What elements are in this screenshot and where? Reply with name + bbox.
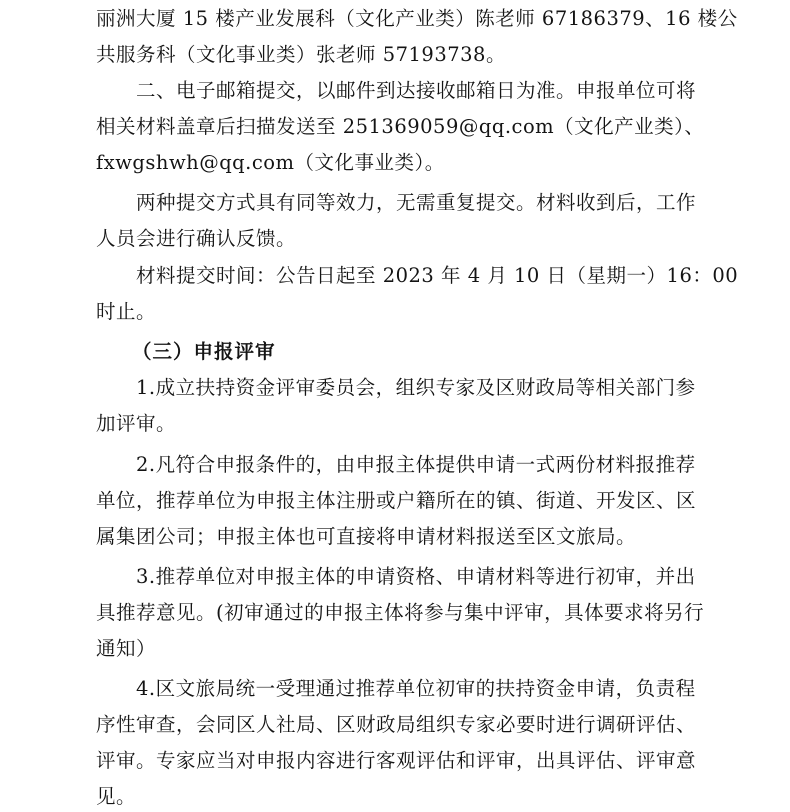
text-line: 属集团公司；申报主体也可直接将申请材料报送至区文旅局。 — [96, 525, 637, 548]
section-heading: （三）申报评审 — [132, 340, 276, 363]
text-line: 3.推荐单位对申报主体的申请资格、申请材料等进行初审，并出 — [136, 565, 696, 588]
text-line: 人员会进行确认反馈。 — [96, 227, 297, 250]
text-line: 见。 — [96, 785, 137, 808]
text-line: 加评审。 — [96, 412, 177, 435]
text-line: fxwgshwh@qq.com（文化事业类）。 — [96, 151, 445, 174]
text-line: 二、电子邮箱提交，以邮件到达接收邮箱日为准。申报单位可将 — [136, 79, 697, 102]
text-line: 4.区文旅局统一受理通过推荐单位初审的扶持资金申请，负责程 — [136, 677, 696, 700]
text-line: 相关材料盖章后扫描发送至 251369059@qq.com（文化产业类）、 — [96, 115, 705, 138]
text-line: 单位，推荐单位为申报主体注册或户籍所在的镇、街道、开发区、区 — [96, 489, 697, 512]
text-line: 1.成立扶持资金评审委员会，组织专家及区财政局等相关部门参 — [136, 376, 696, 399]
text-line: 丽洲大厦 15 楼产业发展科（文化产业类）陈老师 67186379、16 楼公 — [96, 7, 738, 30]
text-line: 共服务科（文化事业类）张老师 57193738。 — [96, 43, 506, 66]
text-line: 材料提交时间：公告日起至 2023 年 4 月 10 日（星期一）16：00 — [136, 264, 739, 287]
text-line: 两种提交方式具有同等效力，无需重复提交。材料收到后，工作 — [136, 191, 697, 214]
text-line: 序性审查，会同区人社局、区财政局组织专家必要时进行调研评估、 — [96, 713, 697, 736]
text-line: 具推荐意见。(初审通过的申报主体将参与集中评审，具体要求将另行 — [96, 601, 705, 624]
text-line: 评审。专家应当对申报内容进行客观评估和评审，出具评估、评审意 — [96, 749, 697, 772]
text-line: 2.凡符合申报条件的，由申报主体提供申请一式两份材料报推荐 — [136, 453, 696, 476]
text-line: 时止。 — [96, 300, 157, 323]
text-line: 通知） — [96, 637, 157, 660]
